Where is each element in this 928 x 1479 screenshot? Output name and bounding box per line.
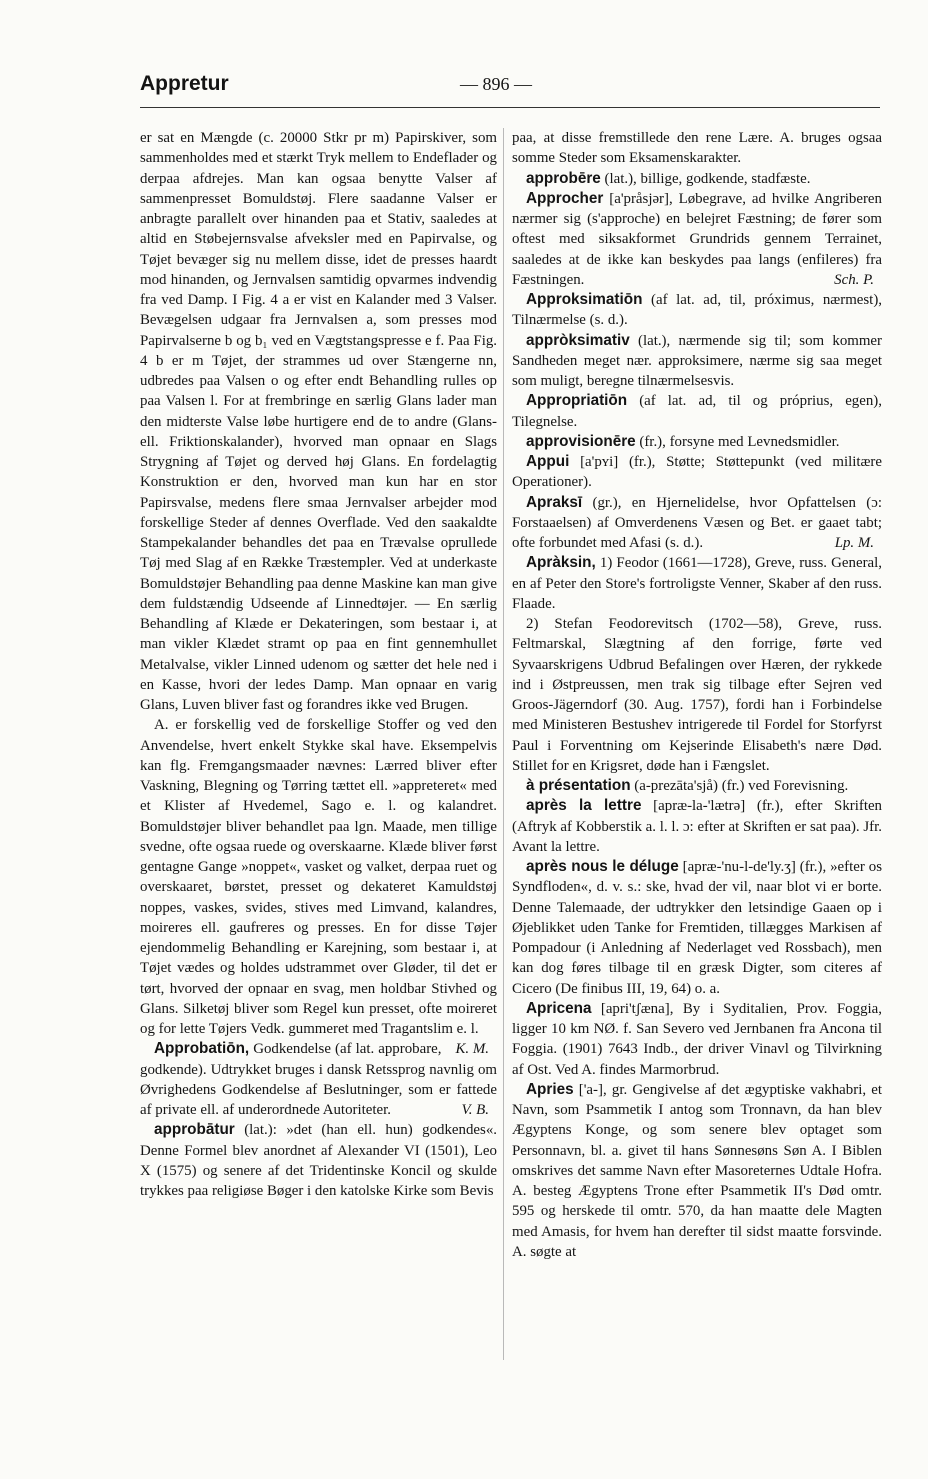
author-signature: Lp. M. bbox=[834, 535, 874, 551]
entry-text: [apræ-la-'lætrə] (fr.), efter Skriften (Aftryk af Kobberstik a. l. l. ɔ: efter at Skriften er sat paa). Jfr. Avant la lettre. bbox=[512, 798, 883, 855]
entry-text: er sat en Mængde (c. 20000 Stkr pr m) Papirskiver, som sammenholdes med et stærkt Tryk mellem to Endeflader og derpaa afdrejes. Man kan ogsaa benytte Valser af sammenpresset Bomuldstøj. Flere saadanne Valser er anbragte parallelt over hinanden paa et Stativ, saaledes at altid en Støbejernsvalse afveksler med en Papirvalse, og Tøjet bevæger sig nu mellem disse, idet de presses haardt mod hinanden, og Jernvalsen samtidig opvarmes indvendig fra ved Damp. I Fig. 4 a er vist en Kalander med 3 Valser. Bevægelsen udgaar fra Jernvalsen a, som presses mod Papirvalserne b og b₁ ved en Vægtstangspresse e f. Paa Fig. 4 b er m Tøjet, der strammes ud over Stængerne nn, udbredes paa Valsen o og efter endt Behandling rulles op paa Valsen l. For at frembringe en særlig Glans lader man den midterste Valse løbe hurtigere end de to andre (Glans- ell. Friktionskalander), hvorved man opnaar en Slags Strygning af Tøjet og derved høj Glans. En fordelagtig Konstruktion er den, hvorved man kun har en stor Papirsvalse, medens flere smaa Jernvalser arbejder mod forskellige Steder af dennes Overflade. Ved den saakaldte Stampekalander behandles det paa en Trævalse oprullede Tøj med Slag af en Række Træstempler. Ved at underkaste Bomuldstøjer Behandling paa denne Maskine kan man give dem fuldstændig Udseende af Linnedtøjer. — En særlig Behandling af Klæde er Dekateringen, som bestaar i, at man vikler Klædet stramt op paa en fint gennemhullet Metalvalse, vikler Linned udenom og sætter det hele ned i en Kasse, hvori der ledes Damp. Man opnaar en varig Glans, Luven bliver fast og forandres ikke ved Brugen. bbox=[140, 130, 497, 713]
page-number: — 896 — bbox=[460, 74, 532, 94]
entry-text: (af lat. ad, til og próprius, egen), Tilegnelse. bbox=[512, 393, 882, 430]
entry-text: 1) Feodor (1661—1728), Greve, russ. General, en af Peter den Store's fortroligste Venner, Skaber af den russ. Flaade. bbox=[512, 555, 882, 612]
entry-text: (lat.), billige, godkende, stadfæste. bbox=[600, 170, 811, 187]
entry-text: (lat.), nærmende sig til; som kommer Sandheden meget nær. approksimere, nærme sig saa meget som muligt, beregne tilnærmelsesvis. bbox=[512, 332, 882, 389]
entry-text: (fr.), forsyne med Levnedsmidler. bbox=[635, 433, 840, 450]
entry-paragraph bbox=[512, 614, 882, 776]
entry-text: ['a-], gr. Gengivelse af det ægyptiske vakhabri, et Navn, som Psammetik I antog som Tronnavn, da han blev Ægyptens Konge, og som senere blev optaget som Personnavn, bl. a. givet til hans Sønnesøns Søn A. I Biblen omskrives det samme Navn efter Masoreternes Udtale Hofra. A. besteg Ægyptens Trone efter Psammetik II's Død omtr. 595 og herskede til omtr. 570, da han maatte dele Magten med Amasis, for hvem han derefter til sidst maatte forsvinde. A. søgte at bbox=[512, 1081, 882, 1260]
dictionary-entry bbox=[512, 493, 882, 554]
headword: Approcher bbox=[526, 189, 604, 207]
dictionary-entry bbox=[512, 776, 882, 796]
column-divider bbox=[503, 128, 504, 1360]
headword: Apricena bbox=[526, 999, 592, 1017]
headword: approbēre bbox=[526, 169, 601, 187]
page-header bbox=[140, 72, 880, 100]
entry-text: (gr.), en Hjernelidelse, hvor Opfattelsen (ɔ: Forstaaelsen) af Omverdenens Væsen og Bet. er gaaet tabt; ofte forbundet med Afasi (s. d.). bbox=[512, 494, 882, 551]
entry-text: paa, at disse fremstillede den rene Lære. A. bruges ogsaa somme Steder som Eksamenskarakter. bbox=[512, 130, 882, 167]
headword: approvisionēre bbox=[526, 432, 636, 450]
dictionary-entry bbox=[512, 290, 882, 331]
dictionary-entry bbox=[512, 452, 882, 493]
headword: Apraksī bbox=[526, 493, 583, 511]
dictionary-entry bbox=[512, 169, 882, 189]
dictionary-entry bbox=[512, 1080, 882, 1262]
headword: Apràksin, bbox=[526, 554, 596, 572]
entry-text: 2) Stefan Feodorevitsch (1702—58), Greve, russ. Feltmarskal, Slægtning af den forrige, førte ved Syvaarskrigens Udbrud Befalingen over Hæren, der rykkede ind i Østpreussen, men trak sig tilbage efter Sejren ved Groos-Jägerndorf (30. Aug. 1757), fordi han i Forbindelse med Ministeren Bestushev intrigerede til Fordel for Storfyrst Paul i Forventning om Kejserinde Elisabeth's nære Død. Stillet for en Krigsret, døde han i Fængslet. bbox=[512, 616, 882, 774]
headword: Appropriatiōn bbox=[526, 392, 628, 410]
dictionary-entry bbox=[512, 391, 882, 432]
entry-text: Godkendelse (af lat. approbare, godkende). Udtrykket bruges i dansk Retssprog navnlig om Øvrighedens Godkendelse af Beslutninger, som er fattede af private ell. af underordnede Autoriteter. bbox=[140, 1041, 497, 1118]
dictionary-entry bbox=[512, 432, 882, 452]
entry-text: (af lat. ad, til, próximus, nærmest), Tilnærmelse (s. d.). bbox=[512, 292, 882, 329]
dictionary-entry bbox=[512, 189, 882, 290]
headword: après nous le déluge bbox=[526, 858, 679, 875]
entry-paragraph bbox=[512, 128, 882, 169]
left-column bbox=[140, 128, 497, 1201]
right-column bbox=[512, 128, 882, 1262]
entry-text: A. er forskellig ved de forskellige Stoffer og ved den Anvendelse, hvert enkelt Stykke skal have. Eksempelvis kan flg. Fremgangsmaader nævnes: Lærred bliver efter Vaskning, Blegning og Tørring tættet ell. »appreteret« med et Klister af Hvedemel, Sago e. l. og kalandret. Bomuldstøjer bliver behandlet paa lgn. Maade, men tillige svedne, ofte ogsaa ruede og overskaarne. Klæde bliver først gentagne Gange »noppet«, vasket og valket, derpaa ruet og overskaaret, børstet, presset og dekateret Kamuldstøj noppes, vaskes, svides, stives med Limvand, kalandres, moireres ell. gaufreres og presses. En for disse Tøjer ejendommelig Behandling er Karejning, som bestaar i, at Tøjet vædes og holdes udstrammet over Gløder, til det er tørt, hvorved der opnaar en svag, men holdbar Stivhed og Glans. Silketøj bliver som Regel kun presset, ofte moireret og for lette Tøjers Vedk. gummeret med Tragantslim e. l. bbox=[140, 717, 497, 1037]
entry-text: (lat.): »det (han ell. hun) godkendes«. Denne Formel blev anordnet af Alexander VI (1501), Leo X (1575) og senere af det Tridentinske Koncil og skulde trykkes paa religiøse Bøger i den katolske Kirke som Bevis bbox=[140, 1122, 497, 1199]
headword: Apries bbox=[526, 1080, 574, 1098]
entry-paragraph bbox=[140, 128, 497, 715]
headword: après la lettre bbox=[526, 797, 642, 815]
author-signature: Sch. P. bbox=[834, 271, 874, 288]
headword: Appui bbox=[526, 453, 570, 470]
dictionary-entry bbox=[512, 796, 882, 857]
dictionary-entry bbox=[512, 999, 882, 1080]
headword: à présentation bbox=[526, 777, 631, 794]
dictionary-entry bbox=[512, 331, 882, 392]
author-signature: V. B. bbox=[461, 1102, 489, 1118]
author-signature: K. M. bbox=[455, 1041, 489, 1058]
dictionary-entry bbox=[512, 857, 882, 999]
headword: Approksimatiōn bbox=[526, 291, 643, 308]
entry-text: [apri'tʃæna], By i Syditalien, Prov. Foggia, ligger 10 km NØ. f. San Severo ved Jernbanen fra Ancona til Foggia. (1901) 7643 Indb., der driver Vinavl og Tilvirkning af Ost. Ved A. findes Marmorbrud. bbox=[512, 1000, 882, 1078]
entry-text: [apræ-'nu-l-de'ly.ʒ] (fr.), »efter os Syndfloden«, d. v. s.: ske, hvad der vil, naar blot vi er borte. Denne Talemaade, der udtrykker den letsindige Gaaen op i Øjeblikket uden Tanke for Fremtiden, tillægges Markisen af Pompadour (i Anledning af Nederlaget ved Rossbach), men kan dog føres tilbage til en græsk Digter, som citeres af Cicero (De finibus III, 19, 64) o. a. bbox=[512, 859, 882, 997]
header-rule bbox=[140, 107, 880, 108]
headword: appròksimativ bbox=[526, 331, 630, 349]
dictionary-entry bbox=[512, 553, 882, 614]
dictionary-entry bbox=[140, 1120, 497, 1201]
headword: Approbatiōn, bbox=[154, 1040, 250, 1058]
entry-text: [a'pʏi] (fr.), Støtte; Støttepunkt (ved militære Operationer). bbox=[512, 454, 882, 491]
running-head: Appretur bbox=[140, 72, 229, 95]
headword: approbātur bbox=[154, 1121, 235, 1139]
entry-text: (a-prezāta'sjå) (fr.) ved Forevisning. bbox=[630, 778, 849, 794]
entry-text: [a'pråsjər], Løbegrave, ad hvilke Angriberen nærmer sig (s'approche) en belejret Fæstning; de fører som oftest med siksakformet Grundrids gennem Terrainet, saaledes at de ikke kan beskydes paa langs (enfileres) fra Fæstningen. bbox=[512, 190, 882, 288]
